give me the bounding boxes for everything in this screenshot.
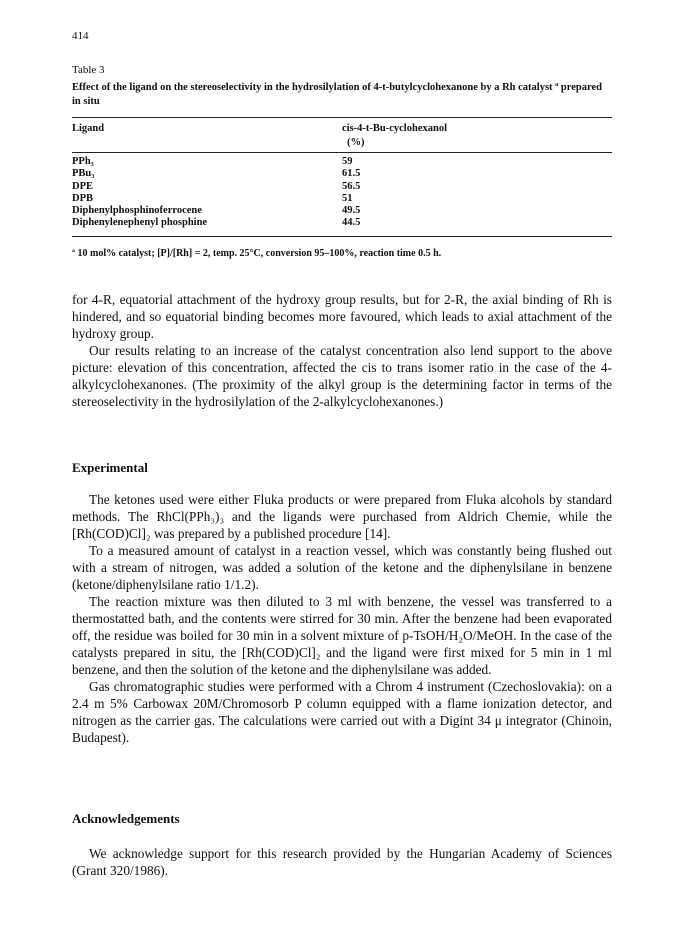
results-section bbox=[72, 291, 612, 410]
paragraph: for 4-R, equatorial attachment of the hydroxy group results, but for 2-R, the axial binding of Rh is hindered, and so equatorial binding becomes more favoured, which leads to axial attachment of the hydroxy group. bbox=[72, 292, 612, 341]
experimental-section bbox=[72, 491, 612, 746]
table-row bbox=[72, 181, 612, 193]
ligand-cell: Diphenylenephenyl phosphine bbox=[72, 217, 208, 229]
table-bottom-rule bbox=[72, 236, 612, 237]
table-row bbox=[72, 156, 612, 168]
ligand-cell: PBu₃ bbox=[72, 168, 95, 180]
paragraph: Gas chromatographic studies were performed with a Chrom 4 instrument (Czechoslovakia): on a 2.4 m 5% Carbowax 20M/Chromosorb P column equipped with a flame ionization detector, and nitrogen as the carrier gas. The calculations were carried out with a Digint 34 μ integrator (Chinoin, Budapest). bbox=[72, 679, 612, 745]
acknowledgements-section bbox=[72, 845, 612, 879]
table-row bbox=[72, 205, 612, 217]
table-label: Table 3 bbox=[72, 64, 105, 76]
table-row bbox=[72, 193, 612, 205]
table-caption: Effect of the ligand on the stereoselectivity in the hydrosilylation of 4-t-butylcyclohexanone by a Rh catalyst ª prepared in situ bbox=[72, 82, 602, 107]
column-header-ligand: Ligand bbox=[72, 123, 105, 134]
value-cell: 44.5 bbox=[342, 217, 361, 229]
value-cell: 51 bbox=[342, 192, 353, 204]
ligand-cell: DPB bbox=[72, 192, 93, 204]
ligand-cell: DPE bbox=[72, 180, 93, 192]
page-number: 414 bbox=[72, 30, 89, 42]
ligand-cell: PPh₃ bbox=[72, 156, 94, 167]
value-cell: 56.5 bbox=[342, 180, 361, 192]
heading-experimental: Experimental bbox=[72, 460, 148, 475]
paragraph: The ketones used were either Fluka products or were prepared from Fluka alcohols by standard methods. The RhCl(PPh₃)₃ and the ligands were purchased from Aldrich Chemie, while the [Rh(COD)Cl]₂ was prepared by a published procedure [14]. bbox=[72, 492, 612, 541]
value-cell: 49.5 bbox=[342, 205, 361, 217]
paragraph: Our results relating to an increase of the catalyst concentration also lend support to the above picture: elevation of this concentration, affected the cis to trans isomer ratio in the case of the 4-alkylcyclohexanones. (The proximity of the alkyl group is the determining factor in terms of the stereoselectivity in the hydrosilylation of the 2-alkylcyclohexanones.) bbox=[72, 343, 612, 409]
table-header-rule bbox=[72, 152, 612, 153]
ligand-cell: Diphenylphosphinoferrocene bbox=[72, 205, 202, 217]
value-cell: 59 bbox=[342, 156, 353, 167]
table-top-rule bbox=[72, 117, 612, 118]
paragraph: The reaction mixture was then diluted to 3 ml with benzene, the vessel was transferred to a thermostatted bath, and the contents were stirred for 30 min. After the benzene had been evaporated off, the residue was boiled for 30 min in a solvent mixture of p-TsOH/H₂O/MeOH. In the case of the catalysts prepared in situ, the [Rh(COD)Cl]₂ and the ligand were first mixed for 5 min in 1 ml benzene, and then the solution of the ketone and the diphenylsilane was added. bbox=[72, 594, 612, 677]
table-footnote: ª 10 mol% catalyst; [P]/[Rh] = 2, temp. 25°C, conversion 95–100%, reaction time 0.5 h. bbox=[72, 248, 442, 259]
paragraph: We acknowledge support for this research provided by the Hungarian Academy of Sciences (Grant 320/1986). bbox=[72, 846, 612, 878]
table-row bbox=[72, 217, 612, 229]
column-header-cis: cis-4-t-Bu-cyclohexanol bbox=[342, 123, 447, 134]
column-header-unit: (%) bbox=[347, 137, 365, 148]
table-body bbox=[72, 156, 612, 230]
table-row bbox=[72, 168, 612, 180]
value-cell: 61.5 bbox=[342, 168, 361, 180]
heading-acknowledgements: Acknowledgements bbox=[72, 811, 180, 826]
paragraph: To a measured amount of catalyst in a reaction vessel, which was constantly being flushed out with a stream of nitrogen, was added a solution of the ketone and the diphenylsilane in benzene (ketone/diphenylsilane ratio 1/1.2). bbox=[72, 543, 612, 592]
